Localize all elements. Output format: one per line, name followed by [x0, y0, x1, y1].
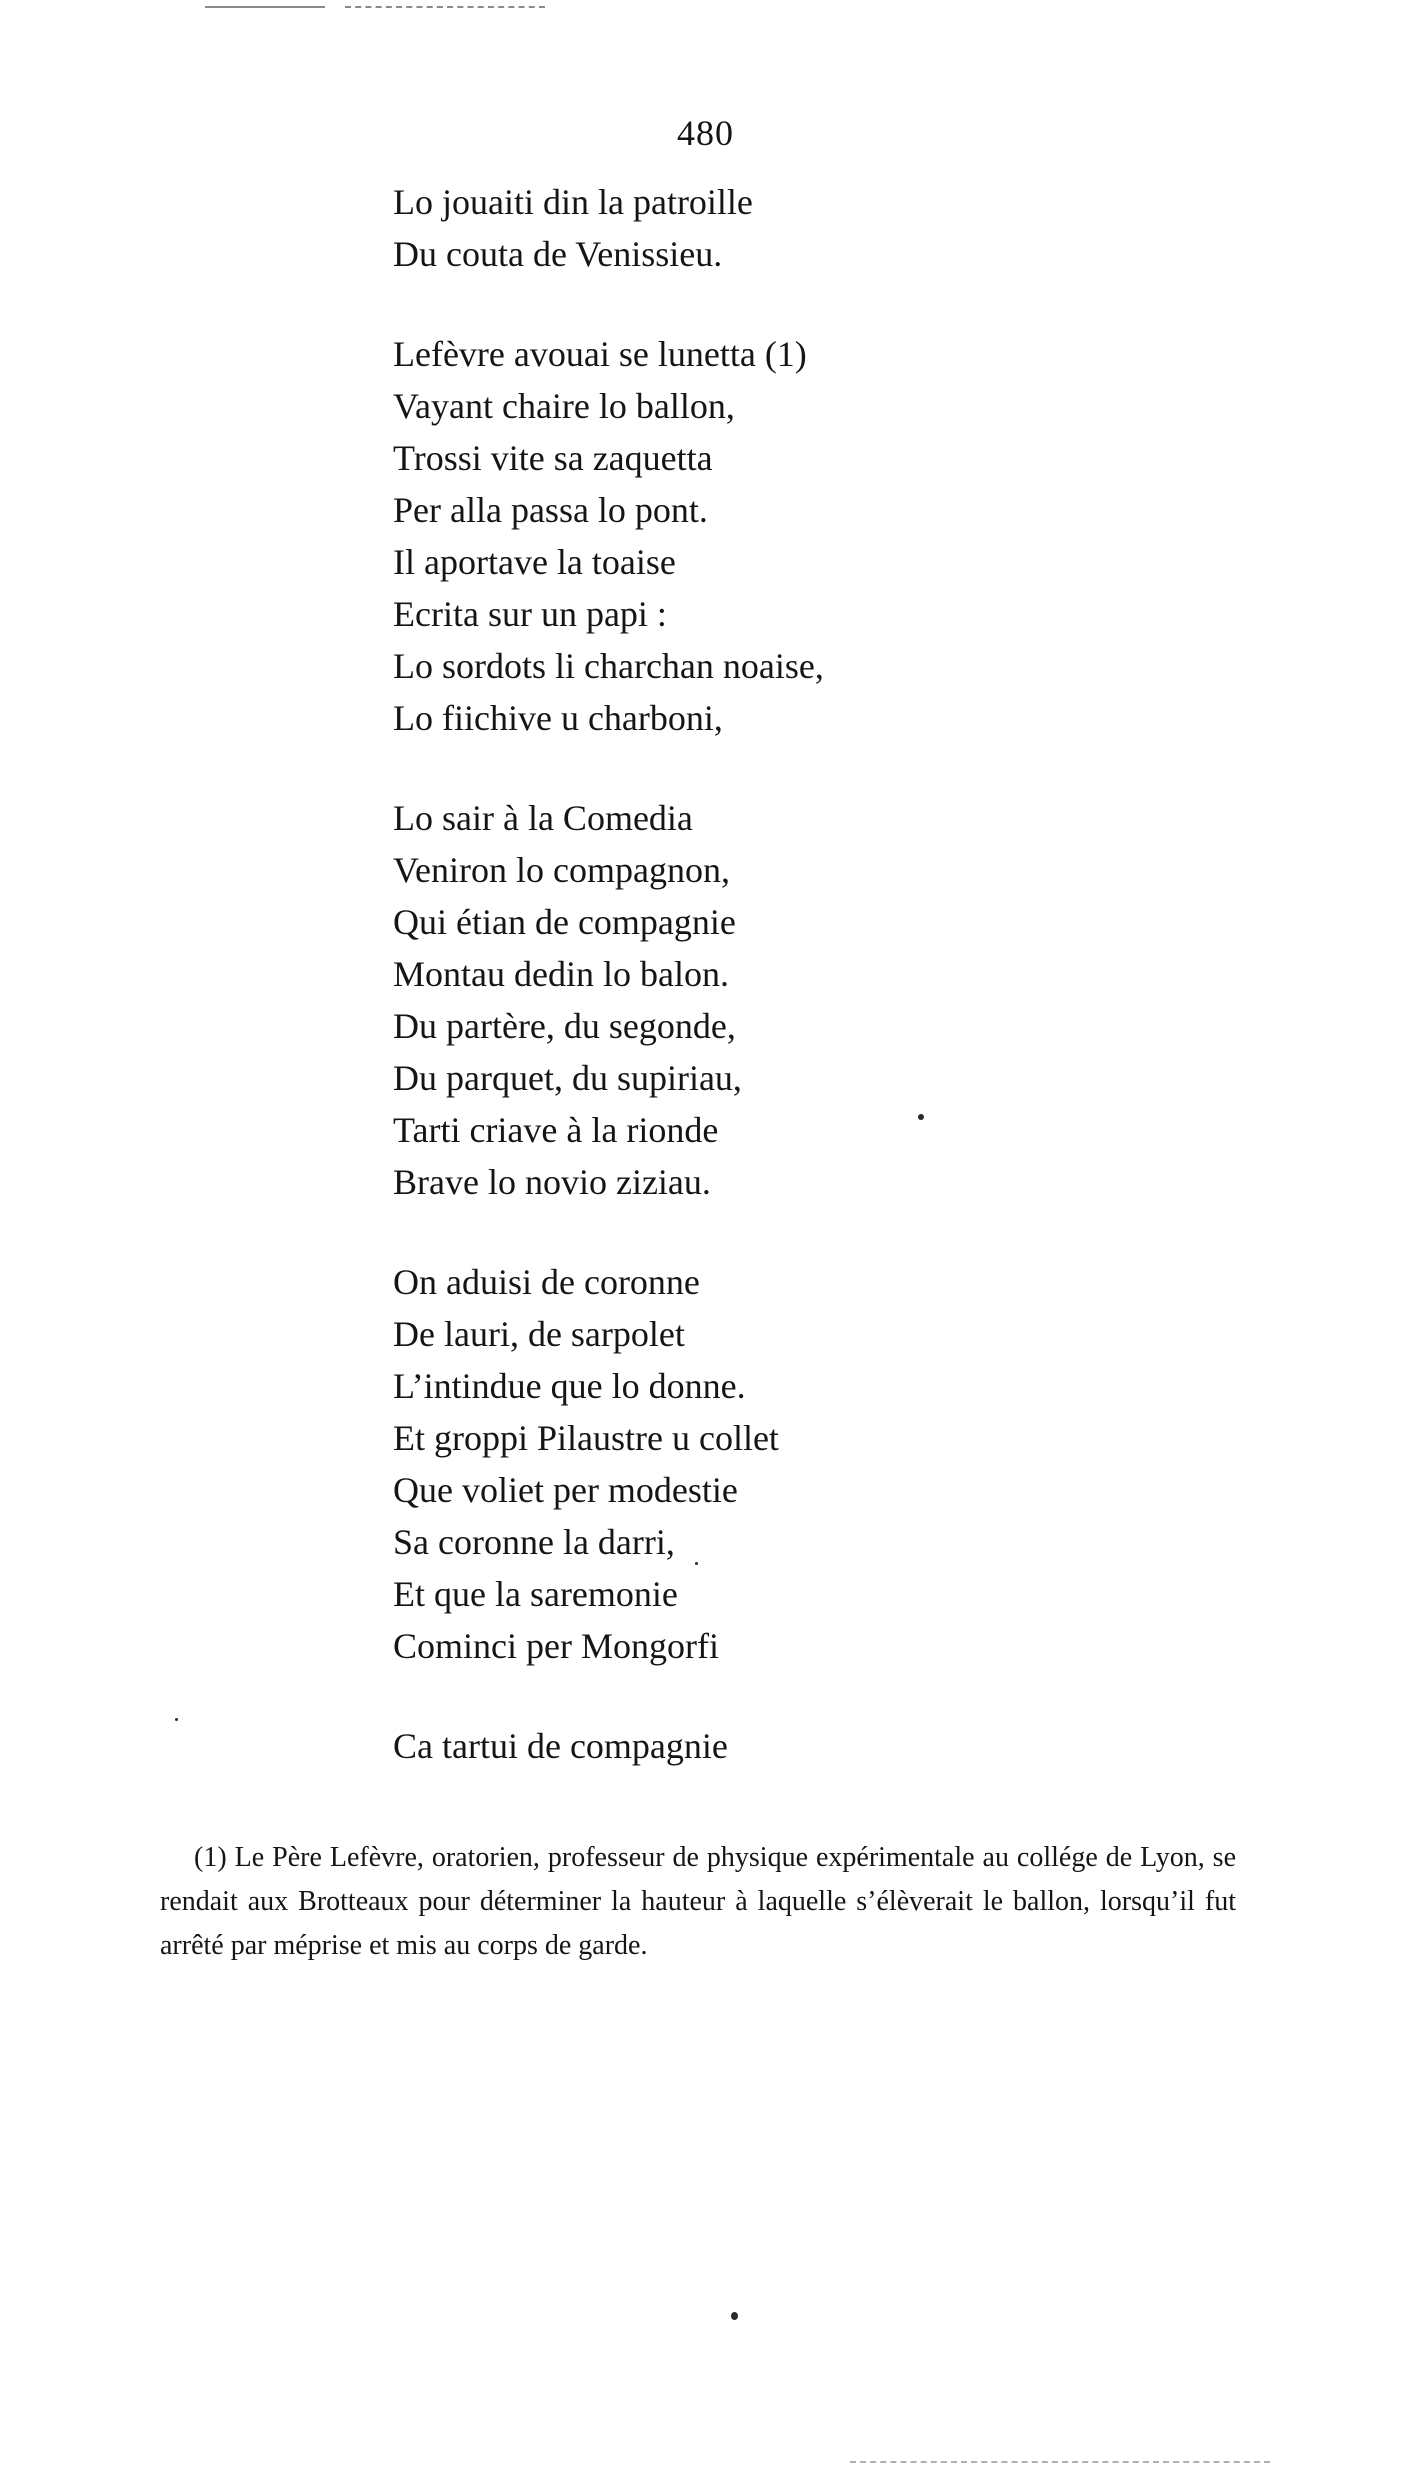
verse-line: Sa coronne la darri, — [393, 1522, 675, 1562]
stanza-4 — [393, 1256, 1113, 1672]
verse-line: Per alla passa lo pont. — [393, 490, 708, 530]
verse-line: L’intindue que lo donne. — [393, 1366, 746, 1406]
verse-line: On aduisi de coronne — [393, 1262, 700, 1302]
verse-line: Qui étian de compagnie — [393, 902, 736, 942]
ink-speck — [731, 2312, 738, 2320]
verse-line: Lo sair à la Comedia — [393, 798, 693, 838]
verse-line: Montau dedin lo balon. — [393, 954, 729, 994]
stanza-5 — [393, 1720, 1113, 1772]
verse-line: Il aportave la toaise — [393, 542, 676, 582]
top-edge-rule — [345, 6, 545, 8]
poem — [393, 176, 1113, 1820]
stanza-1 — [393, 176, 1113, 280]
stanza-3 — [393, 792, 1113, 1208]
footnote-text: (1) Le Père Lefèvre, oratorien, professeur de physique expérimentale au collége de Lyon, se rendait aux Brotteaux pour déterminer la hauteur à laquelle s’élèverait le ballon, lorsqu’il fut arrêté par méprise et mis au corps de garde. — [160, 1842, 1236, 1961]
verse-line: Et groppi Pilaustre u collet — [393, 1418, 779, 1458]
verse-line: Ca tartui de compagnie — [393, 1726, 728, 1766]
verse-line: Du parquet, du supiriau, — [393, 1058, 742, 1098]
verse-line: Lo jouaiti din la patroille — [393, 182, 753, 222]
stanza-2 — [393, 328, 1113, 744]
verse-line: Lefèvre avouai se lunetta (1) — [393, 334, 807, 374]
verse-line: Et que la saremonie — [393, 1574, 678, 1614]
verse-line: Brave lo novio ziziau. — [393, 1162, 711, 1202]
verse-line: Lo sordots li charchan noaise, — [393, 646, 824, 686]
verse-line: Trossi vite sa zaquetta — [393, 438, 713, 478]
ink-speck — [918, 1114, 924, 1120]
ink-speck — [175, 1718, 178, 1721]
page-number: 480 — [677, 113, 734, 153]
verse-line: Ecrita sur un papi : — [393, 594, 667, 634]
verse-line: Lo fiichive u charboni, — [393, 698, 723, 738]
verse-line: Du partère, du segonde, — [393, 1006, 736, 1046]
verse-line: Cominci per Mongorfi — [393, 1626, 719, 1666]
verse-line: Que voliet per modestie — [393, 1470, 738, 1510]
top-edge-rule — [205, 6, 325, 8]
verse-line: Veniron lo compagnon, — [393, 850, 730, 890]
verse-line: Vayant chaire lo ballon, — [393, 386, 735, 426]
verse-line: Du couta de Venissieu. — [393, 234, 723, 274]
bottom-edge-rule — [850, 2461, 1270, 2463]
verse-line: De lauri, de sarpolet — [393, 1314, 685, 1354]
ink-speck — [695, 1562, 698, 1565]
footnote — [160, 1836, 1236, 1968]
verse-line: Tarti criave à la rionde — [393, 1110, 719, 1150]
